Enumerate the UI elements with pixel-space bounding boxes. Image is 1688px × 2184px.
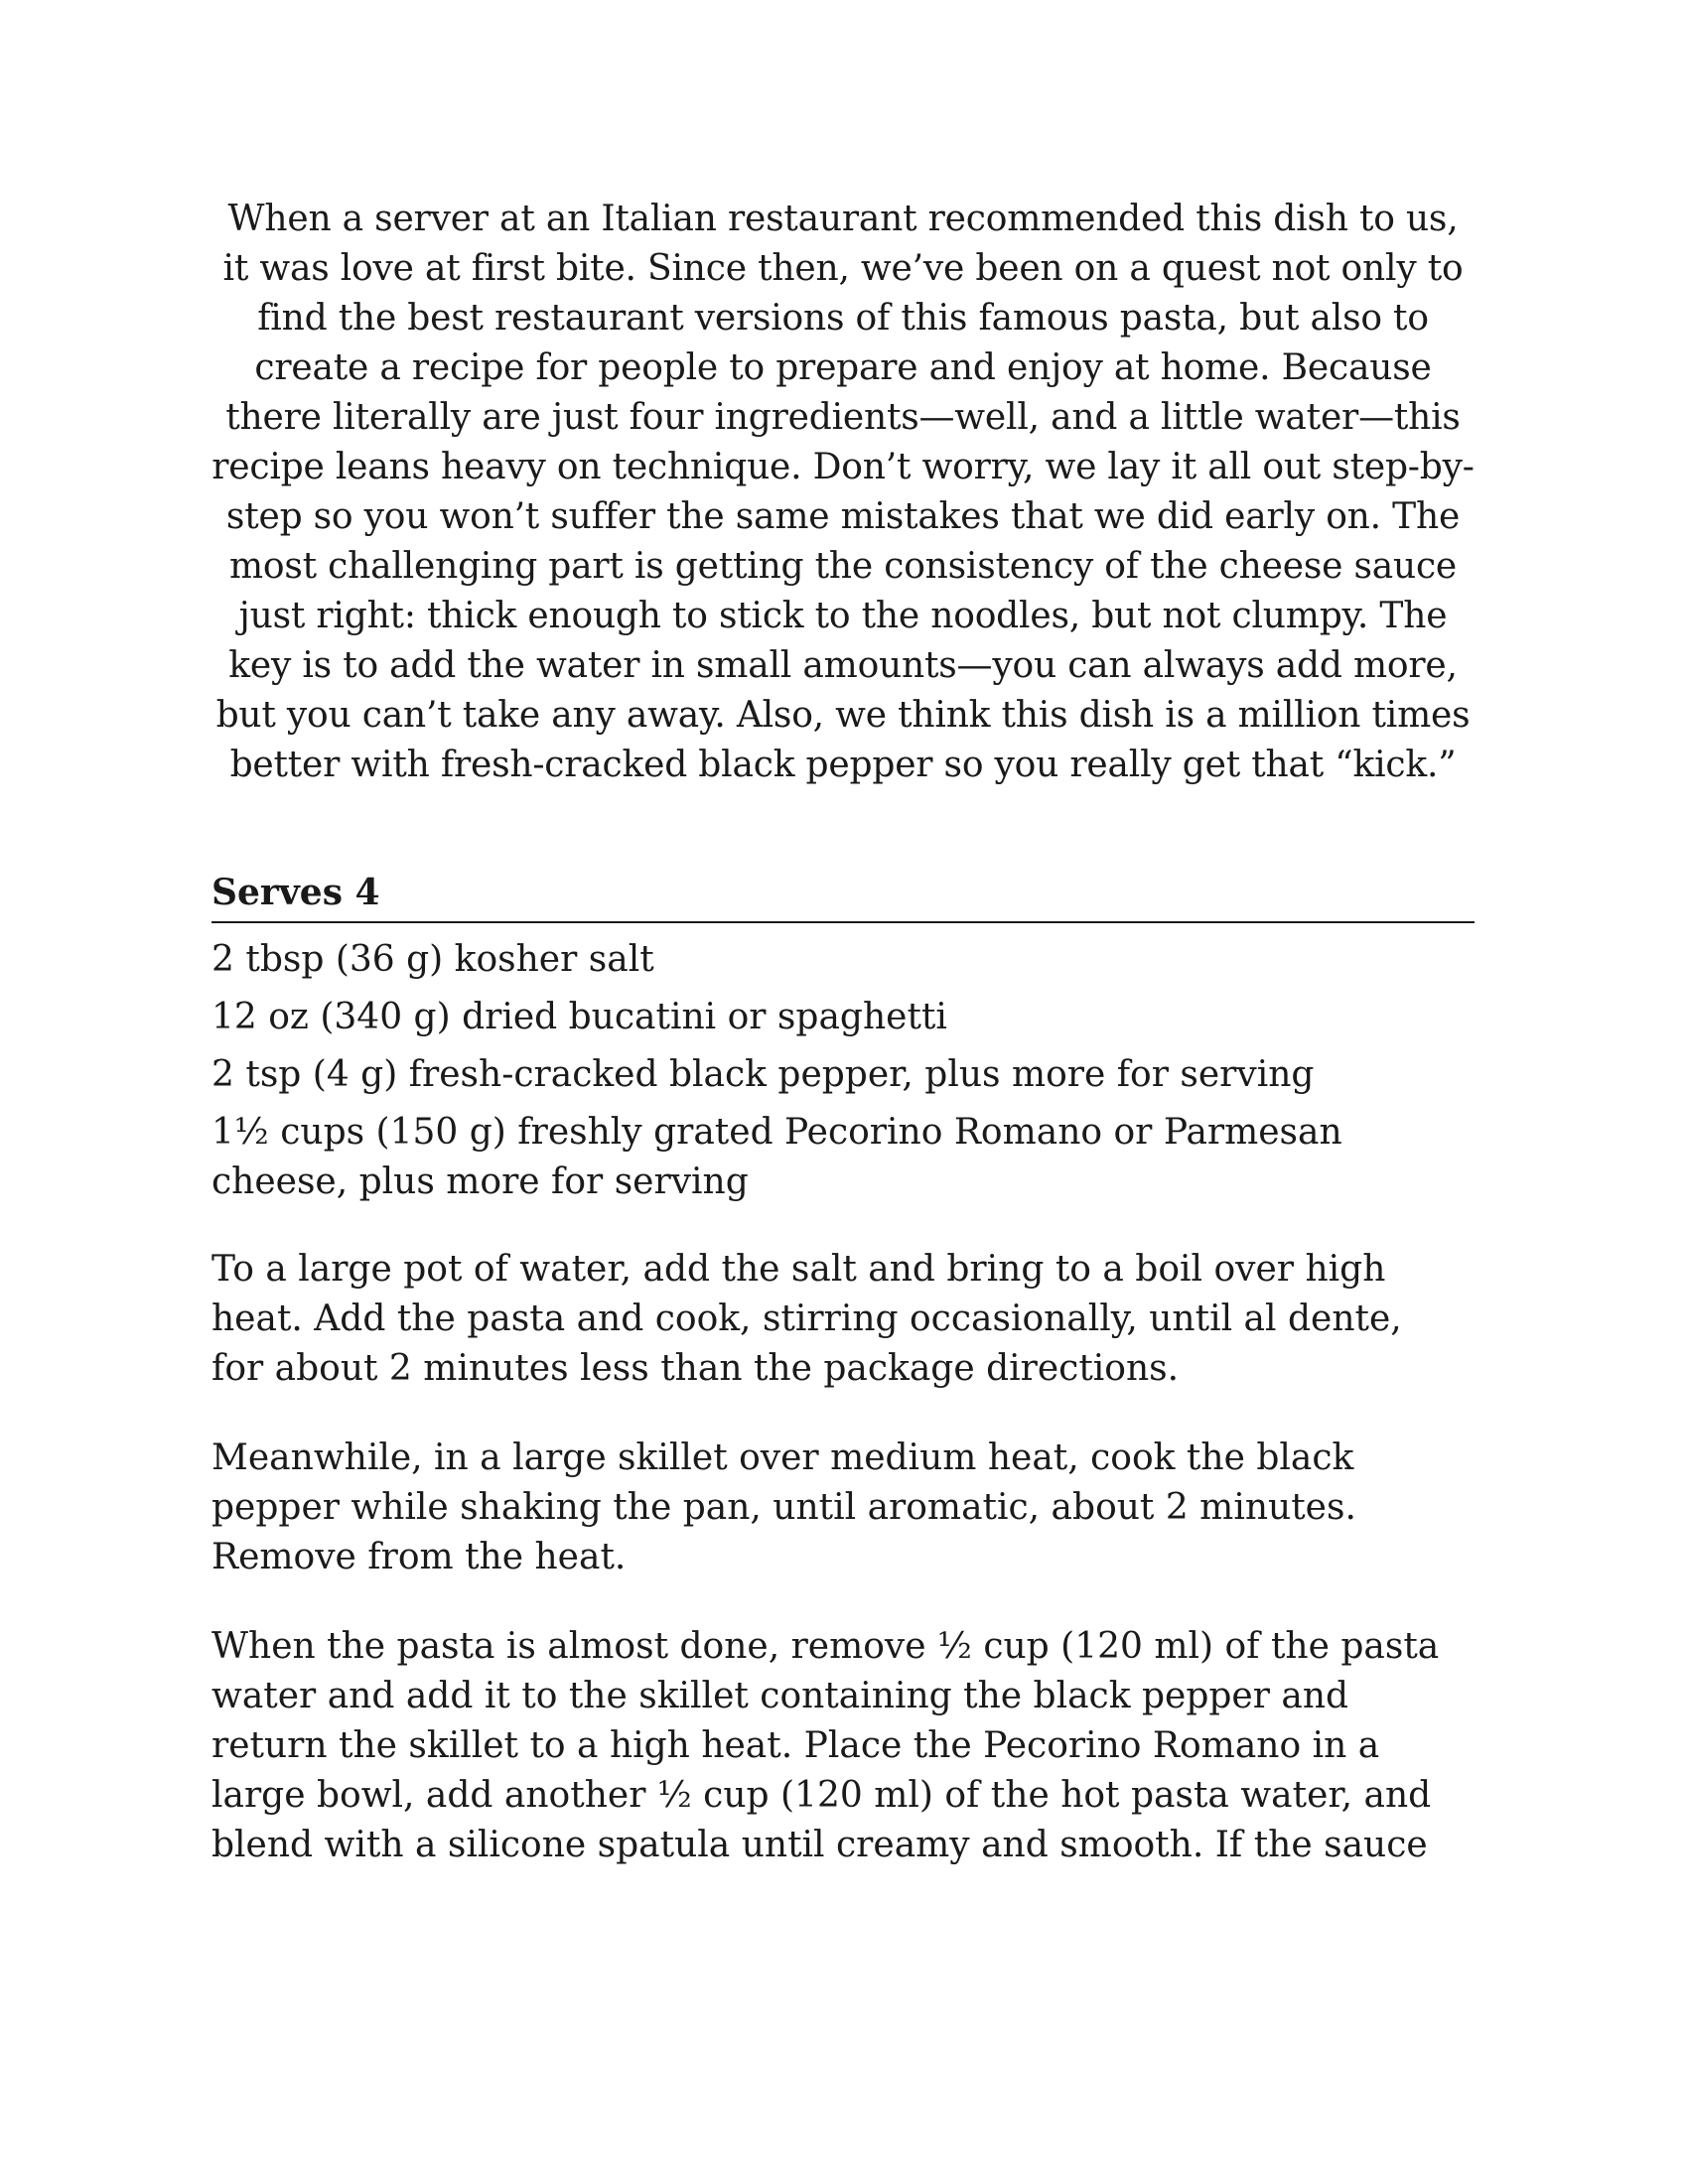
ingredient-item: 12 oz (340 g) dried bucatini or spaghetti <box>211 997 947 1037</box>
method-step: Meanwhile, in a large skillet over medium heat, cook the black pepper while shaking the pan, until aromatic, about 2 minutes. Remove from the heat. <box>211 1437 1356 1577</box>
method-step: To a large pot of water, add the salt and bring to a boil over high heat. Add the pasta and cook, stirring occasionally, until al dente, for about 2 minutes less than the package directions. <box>211 1249 1402 1389</box>
method-steps <box>211 1245 1475 1870</box>
recipe-intro: When a server at an Italian restaurant recommended this dish to us, it was love at first bite. Since then, we’ve been on a quest not only to find the best restaurant versions of this famous pasta, but also to create a recipe for people to prepare and enjoy at home. Because there literally are just four ingredients—well, and a little water—this recipe leans heavy on technique. Don’t worry, we lay it all out step-by-step so you won’t suffer the same mistakes that we did early on. The most challenging part is getting the consistency of the cheese sauce just right: thick enough to stick to the noodles, but not clumpy. The key is to add the water in small amounts—you can always add more, but you can’t take any away. Also, we think this dish is a million times better with fresh-cracked black pepper so you really get that “kick.” <box>211 199 1475 785</box>
method-step: When the pasta is almost done, remove ½ cup (120 ml) of the pasta water and add it to the skillet containing the black pepper and return the skillet to a high heat. Place the Pecorino Romano in a large bowl, add another ½ cup (120 ml) of the hot pasta water, and blend with a silicone spatula until creamy and smooth. If the sauce <box>211 1626 1440 1865</box>
recipe-page <box>211 195 1475 1910</box>
ingredient-item: 2 tbsp (36 g) kosher salt <box>211 939 654 980</box>
ingredient-item: 2 tsp (4 g) fresh-cracked black pepper, plus more for serving <box>211 1054 1315 1095</box>
ingredient-list <box>211 935 1475 1207</box>
ingredient-item: 1½ cups (150 g) freshly grated Pecorino Romano or Parmesan cheese, plus more for serving <box>211 1112 1342 1202</box>
serves-heading: Serves 4 <box>211 868 1475 923</box>
